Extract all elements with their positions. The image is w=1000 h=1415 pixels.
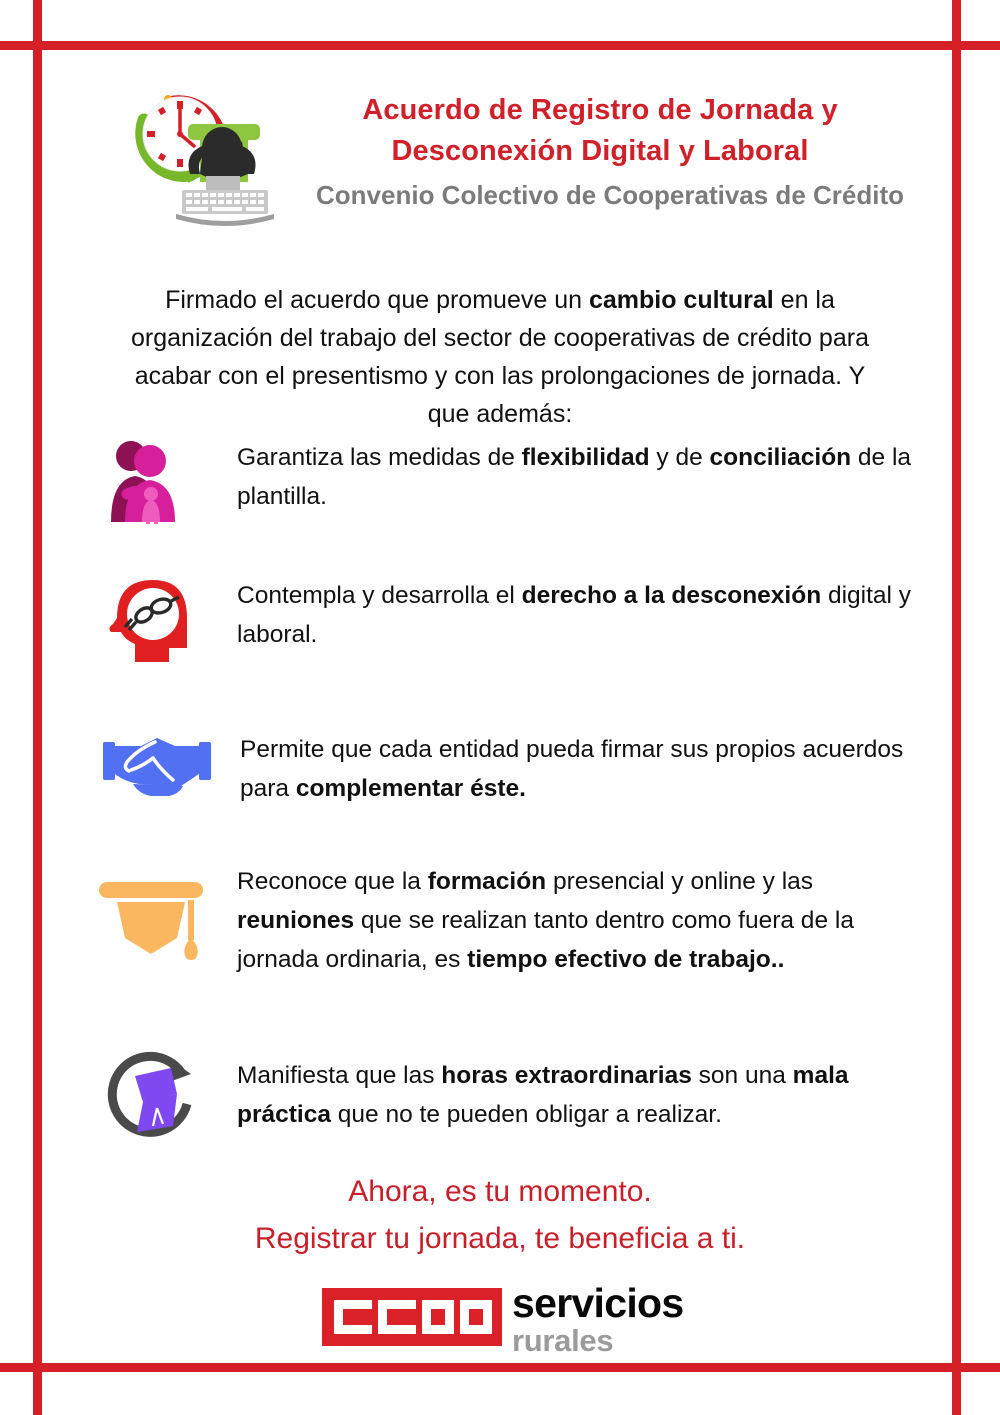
bullet-4-text-3: que no te pueden obligar a realizar.: [330, 1101, 722, 1128]
logo-word-servicios: servicios: [512, 1280, 684, 1326]
bullet-text-horas-extra: [237, 1056, 917, 1134]
bullet-0-text-2: y de: [649, 444, 710, 471]
page-title-line-1: Acuerdo de Registro de Jornada y: [362, 94, 838, 126]
logo-word-rurales: rurales: [512, 1323, 614, 1358]
head-broken-chain-icon: [95, 570, 220, 670]
bullet-1-strong-1: derecho a la desconexión: [521, 582, 822, 609]
frame-line-top: [0, 41, 1000, 50]
intro-strong-1: cambio cultural: [588, 286, 774, 314]
intro-text-1: Firmado el acuerdo que promueve un: [165, 286, 589, 314]
hourglass-refresh-icon: [95, 1050, 220, 1150]
bullet-0-text-1: Garantiza las medidas de: [237, 444, 522, 471]
bullet-4-strong-1: horas extraordinarias: [441, 1062, 692, 1089]
bullet-text-formacion: [237, 862, 917, 979]
bullet-3-text-2: presencial y online y las: [546, 868, 814, 895]
bullet-4-text-2: son una: [691, 1062, 793, 1089]
ccoo-servicios-rurales-logo: [322, 1280, 722, 1360]
ccoo-logo-mark: [322, 1288, 502, 1346]
bullet-3-text-3: que se realizan tanto dentro como fuera de la jornada ordinaria, es: [237, 907, 854, 973]
bullet-2-text-1: Permite que cada entidad pueda firmar sus propios acuerdos para: [240, 736, 904, 802]
bullet-4-strong-2: mala práctica: [237, 1062, 849, 1128]
header-text-block: [265, 90, 935, 214]
bullet-0-strong-1: flexibilidad: [521, 444, 650, 471]
bullet-3-text-1: Reconoce que la: [237, 868, 428, 895]
frame-line-bottom: [0, 1363, 1000, 1372]
handshake-icon: [95, 722, 220, 822]
closing-line-2: Registrar tu jornada, te beneficia a ti.: [254, 1222, 746, 1255]
bullet-1-text-2: digital y laboral.: [237, 582, 912, 648]
logo-wordmark: [512, 1282, 684, 1357]
closing-line-1: Ahora, es tu momento.: [348, 1175, 652, 1208]
intro-paragraph: [130, 281, 870, 433]
graduation-cap-icon: [95, 862, 220, 962]
poster-header: [60, 62, 940, 227]
bullet-2-strong-1: complementar éste.: [295, 775, 526, 802]
closing-call-to-action: [100, 1168, 900, 1262]
frame-line-left: [33, 0, 42, 1415]
frame-line-right: [952, 0, 961, 1415]
family-conciliation-icon: [95, 432, 220, 532]
bullet-text-complementar: [240, 730, 920, 808]
page-subtitle: Convenio Colectivo de Cooperativas de Crédito: [316, 180, 904, 210]
bullet-4-text-1: Manifiesta que las: [237, 1062, 442, 1089]
bullet-0-strong-2: conciliación: [709, 444, 852, 471]
intro-text-2: en la organización del trabajo del sector de cooperativas de crédito para acabar con el presentismo y con las prolongaciones de jornada. Y que además:: [131, 286, 869, 428]
bullet-text-conciliacion: [237, 438, 917, 516]
bullet-3-strong-3: tiempo efectivo de trabajo..: [467, 946, 785, 973]
bullet-3-strong-1: formación: [427, 868, 547, 895]
page-title-line-2: Desconexión Digital y Laboral: [391, 135, 809, 167]
bullet-3-strong-2: reuniones: [237, 907, 355, 934]
clock-worker-keyboard-icon: [122, 62, 282, 227]
bullet-text-desconexion: [237, 576, 917, 654]
bullet-1-text-1: Contempla y desarrolla el: [237, 582, 522, 609]
bullet-0-text-3: de la plantilla.: [237, 444, 912, 510]
